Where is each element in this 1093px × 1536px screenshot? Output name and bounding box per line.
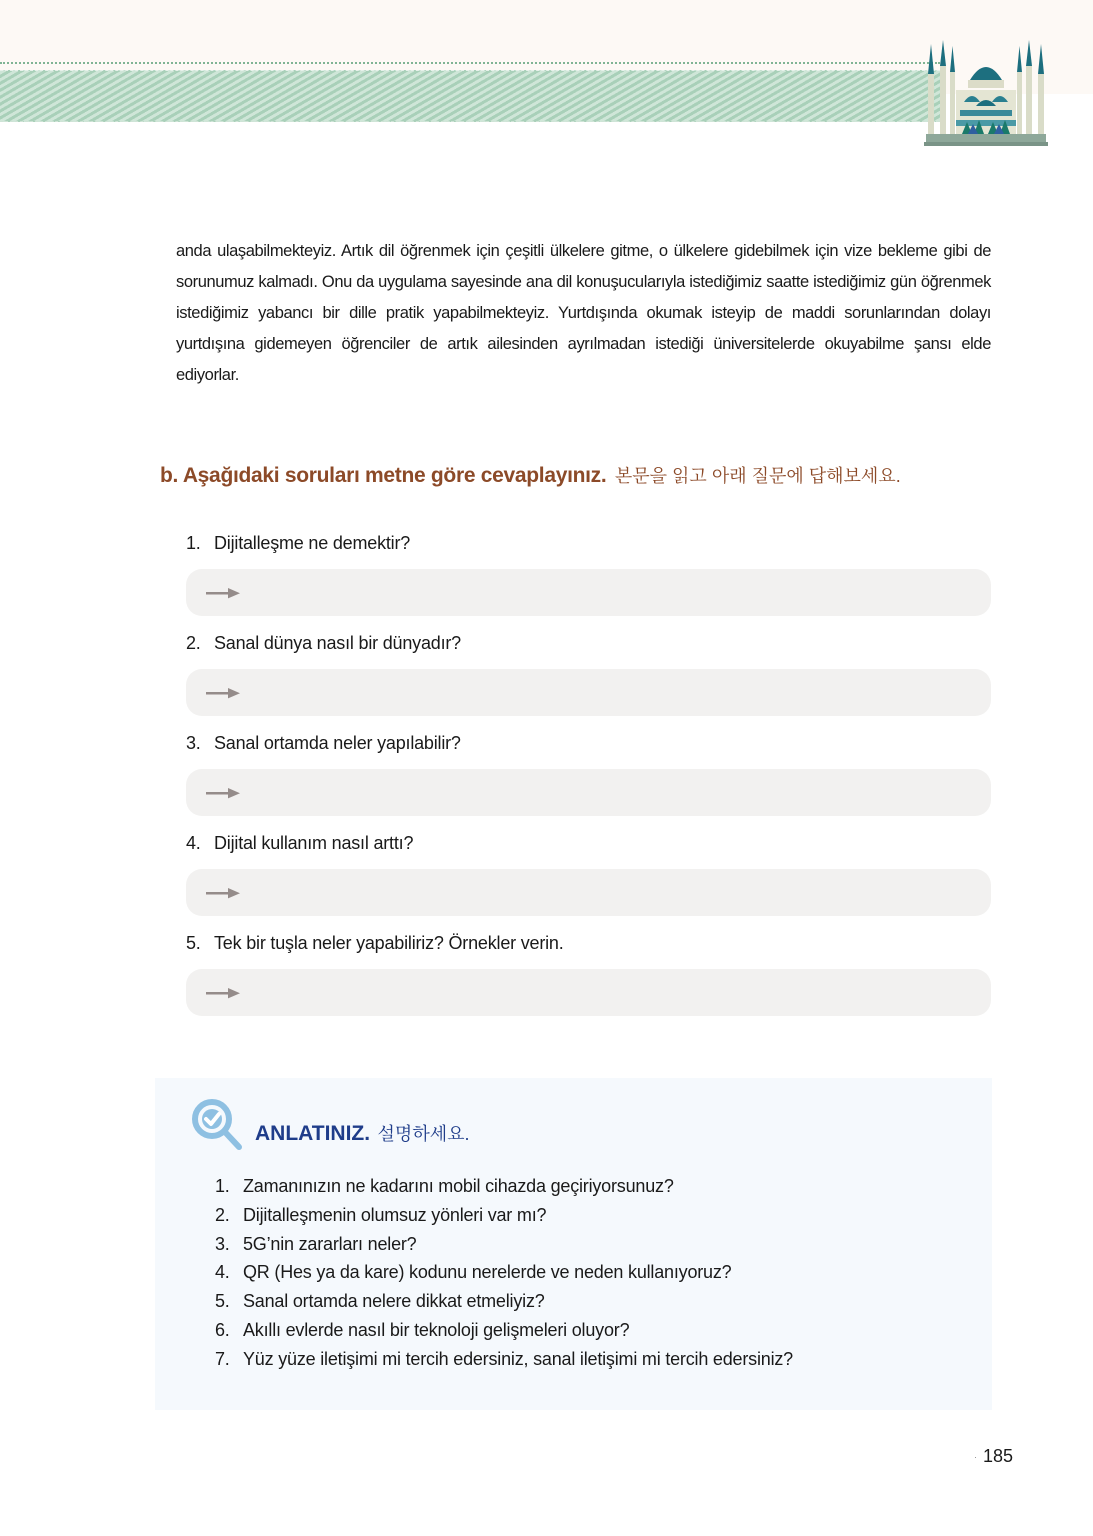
item-number: 6. [215,1319,230,1340]
item-text: Dijitalleşmenin olumsuz yönleri var mı? [243,1204,547,1225]
explain-question-list [215,1172,793,1374]
reading-passage: anda ulaşabilmekteyiz. Artık dil öğrenmek için çeşitli ülkelere gitme, o ülkelere gidebilmek için vize bekleme gibi de sorunumuz kalmadı. Onu da uygulama sayesinde ana dil konuşucularıyla istediğimiz saatte istediğimiz gün öğrenmek istediğimiz yabancı bir dille pratik yapabilmekteyiz. Yurtdışında okumak isteyip de maddi sorunlarından dolayı yurtdışına gidemeyen öğrenciler de artık ailesinden ayrılmadan istediği üniversitelerde okuyabilme şansı elde ediyorlar. [176,242,991,384]
explain-item [215,1345,793,1374]
question-text [186,828,413,858]
explain-item [215,1201,793,1230]
item-text: Akıllı evlerde nasıl bir teknoloji gelişmeleri oluyor? [243,1319,630,1340]
header-stripe-band [0,70,940,122]
explain-item [215,1287,793,1316]
explain-title-korean: 설명하세요. [377,1124,470,1144]
answer-field[interactable] [186,669,991,716]
question-number: 3. [186,733,201,753]
explain-item [215,1230,793,1259]
explain-title [255,1120,470,1146]
question-number: 5. [186,933,201,953]
answer-field[interactable] [186,569,991,616]
answer-field[interactable] [186,969,991,1016]
question-text [186,728,461,758]
item-number: 2. [215,1204,230,1225]
question-number: 4. [186,833,201,853]
arrow-right-icon [206,787,240,799]
answer-field[interactable] [186,769,991,816]
explain-title-turkish: ANLATINIZ. [255,1122,371,1145]
question-label: Tek bir tuşla neler yapabiliriz? Örnekler verin. [214,933,564,953]
section-b-title [160,462,1000,488]
item-number: 1. [215,1176,230,1196]
question-text [186,628,461,658]
arrow-right-icon [206,687,240,699]
page-number [974,1446,1013,1467]
question-number: 2. [186,633,201,653]
question-item [186,628,991,728]
section-b-title-turkish: b. Aşağıdaki soruları metne göre cevaplayınız. [160,464,607,487]
item-number: 3. [215,1233,230,1254]
item-text: QR (Hes ya da kare) kodunu nerelerde ve neden kullanıyoruz? [243,1262,732,1283]
arrow-right-icon [206,987,240,999]
section-b-title-korean: 본문을 읽고 아래 질문에 답해보세요. [614,466,901,486]
question-text [186,928,564,958]
page-number-value: 185 [983,1446,1014,1466]
question-text [186,528,410,558]
answer-field[interactable] [186,869,991,916]
explain-item [215,1172,793,1201]
question-label: Sanal dünya nasıl bir dünyadır? [214,633,461,653]
arrow-right-icon [206,587,240,599]
magnifier-check-icon [190,1097,246,1153]
explain-item [215,1258,793,1287]
item-number: 4. [215,1262,230,1283]
item-text: Sanal ortamda nelere dikkat etmeliyiz? [243,1291,545,1312]
question-item [186,928,991,1028]
explain-item [215,1316,793,1345]
question-label: Dijitalleşme ne demektir? [214,533,411,553]
item-text: Zamanınızın ne kadarını mobil cihazda geçiriyorsunuz? [243,1176,674,1196]
item-text: 5G’nin zararları neler? [243,1233,417,1254]
question-item [186,728,991,828]
question-list [186,528,991,1028]
explain-section [155,1078,992,1410]
question-item [186,828,991,928]
item-number: 7. [215,1348,230,1369]
question-item [186,528,991,628]
question-number: 1. [186,533,201,553]
arrow-right-icon [206,887,240,899]
item-text: Yüz yüze iletişimi mi tercih edersiniz, sanal iletişimi mi tercih edersiniz? [243,1348,793,1369]
item-number: 5. [215,1291,230,1312]
question-label: Sanal ortamda neler yapılabilir? [214,733,461,753]
page-dot: · [974,1452,977,1463]
header-dotted-line [0,62,940,64]
mosque-icon [922,40,1050,148]
question-label: Dijital kullanım nasıl arttı? [214,833,414,853]
